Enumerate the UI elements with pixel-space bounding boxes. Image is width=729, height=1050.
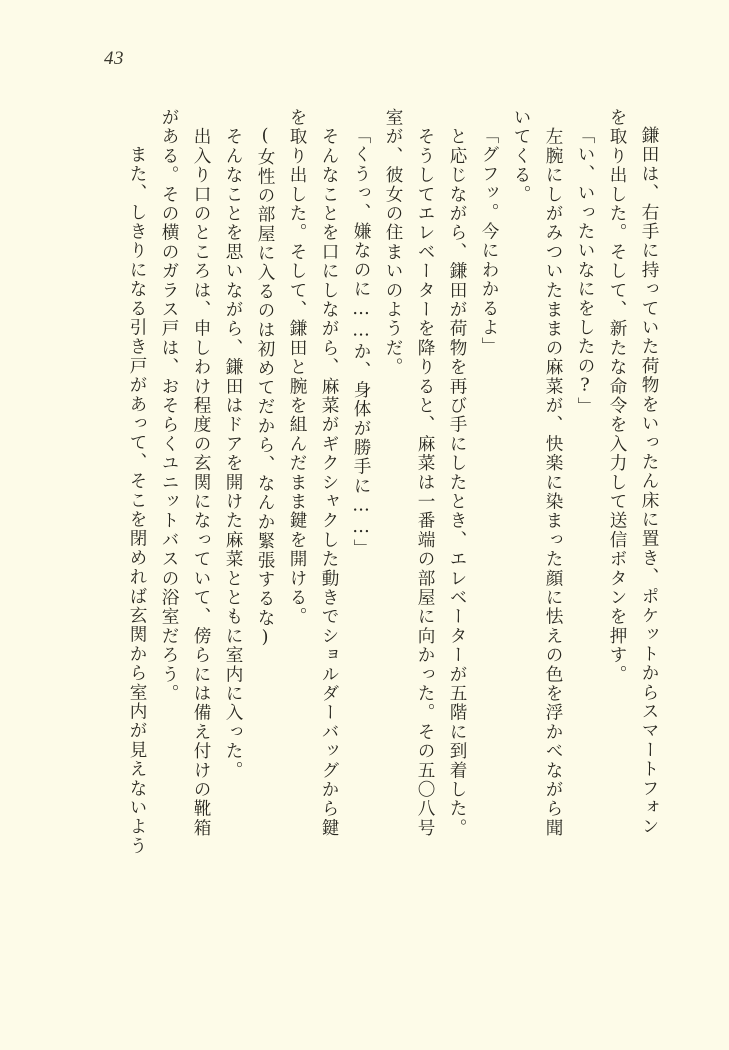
text-column: いてくる。 — [511, 108, 531, 204]
text-column: また、しきりになる引き戸があって、そこを閉めれば玄関から室内が見えないよう — [127, 126, 147, 856]
text-column: 出入り口のところは、申しわけ程度の玄関になっていて、傍らには備え付けの靴箱 — [191, 108, 211, 838]
vertical-text-body — [74, 108, 657, 968]
text-column: そんなことを思いながら、鎌田はドアを開けた麻菜とともに室内に入った。 — [223, 108, 243, 780]
text-column: 室が、彼女の住まいのようだ。 — [383, 108, 403, 377]
text-column: を取り出した。そして、鎌田と腕を組んだまま鍵を開ける。 — [287, 108, 307, 627]
text-column: と応じながら、鎌田が荷物を再び手にしたとき、エレベーターが五階に到着した。 — [447, 108, 467, 838]
text-column: 「グフッ。今にわかるよ」 — [479, 126, 499, 357]
page-number: 43 — [104, 48, 124, 69]
text-column: そんなことを口にしながら、麻菜がギクシャクした動きでショルダーバッグから鍵 — [319, 108, 339, 838]
text-column: 「い、いったいなにをしたの?」 — [575, 126, 595, 417]
text-column: 左腕にしがみついたままの麻菜が、快楽に染まった顔に怯えの色を浮かべながら聞 — [543, 108, 563, 838]
text-column: がある。その横のガラス戸は、おそらくユニットバスの浴室だろう。 — [159, 108, 179, 704]
text-column: 「くうっ、嫌なのに……か、身体が勝手に……」 — [351, 126, 371, 558]
text-column: を取り出した。そして、新たな命令を入力して送信ボタンを押す。 — [607, 108, 627, 684]
text-column: (女性の部屋に入るのは初めてだから、なんか緊張するな) — [255, 126, 275, 650]
text-column: そうしてエレベーターを降りると、麻菜は一番端の部屋に向かった。その五〇八号 — [415, 108, 435, 838]
text-column: 鎌田は、右手に持っていた荷物をいったん床に置き、ポケットからスマートフォン — [639, 126, 659, 837]
